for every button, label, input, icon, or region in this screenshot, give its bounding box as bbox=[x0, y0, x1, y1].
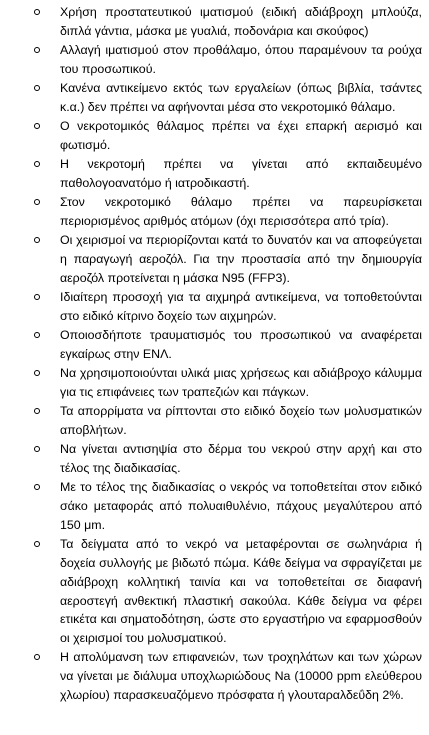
list-item bbox=[32, 288, 422, 326]
list-item-text: Κανένα αντικείμενο εκτός των εργαλείων (όπως βιβλία, τσάντες κ.α.) δεν πρέπει να αφήνονται μέσα στο νεκροτομικό θάλαμο. bbox=[60, 81, 422, 114]
list-item-text: Να χρησιμοποιούνται υλικά μιας χρήσεως και αδιάβροχο κάλυμμα για τις επιφάνειες των τραπεζιών και πάγκων. bbox=[60, 365, 422, 399]
list-item bbox=[32, 478, 422, 535]
list-item-text: Τα δείγματα από το νεκρό να μεταφέρονται σε σωληνάρια ή δοχεία συλλογής με βιδωτό πώμα. Κάθε δείγμα να σφραγίζεται με αδιάβροχη κολλητική ταινία και να τοποθετείται σε διαφανή αεροστεγή ανθεκτική πλαστική σακούλα. Κάθε δείγμα να φέρει ετικέτα και σηματοδότηση, ώστε στο εργαστήριο να εφαρμοσθούν οι χειρισμοί του μολυσματικού. bbox=[60, 536, 422, 646]
list-item-text: Με το τέλος της διαδικασίας ο νεκρός να τοποθετείται στον ειδικό σάκο μεταφοράς από πολυαιθυλένιο, πάχους μεγαλύτερου από 150 μm. bbox=[60, 479, 422, 532]
list-item bbox=[32, 364, 422, 402]
list-item-text: Οι χειρισμοί να περιορίζονται κατά το δυνατόν και να αποφεύγεται η παραγωγή αεροζόλ. Για την προστασία από την δημιουργία αεροζόλ προτείνεται η μάσκα N95 (FFP3). bbox=[60, 233, 422, 285]
list-item bbox=[32, 41, 422, 79]
list-item bbox=[32, 193, 422, 231]
list-item-text: Οποιοσδήποτε τραυματισμός του προσωπικού να αναφέρεται εγκαίρως στην ΕΝΛ. bbox=[60, 327, 422, 361]
list-item bbox=[32, 3, 422, 41]
list-item bbox=[32, 155, 422, 193]
precautions-list bbox=[32, 3, 422, 705]
list-item-text: Αλλαγή ιματισμού στον προθάλαμο, όπου παραμένουν τα ρούχα του προσωπικού. bbox=[60, 43, 422, 76]
list-item bbox=[32, 535, 422, 648]
list-item bbox=[32, 326, 422, 364]
list-item-text: Η απολύμανση των επιφανειών, των τροχηλάτων και των χώρων να γίνεται με διάλυμα υποχλωριώδους Na (10000 ppm ελεύθερου χλωρίου) παρασκευαζόμενο πρόσφατα ή γλουταραλδεΰδη 2%. bbox=[60, 650, 422, 703]
list-item bbox=[32, 231, 422, 288]
list-item-text: Η νεκροτομή πρέπει να γίνεται από εκπαιδευμένο παθολογοανατόμο ή ιατροδικαστή. bbox=[60, 157, 422, 190]
list-item-text: Χρήση προστατευτικού ιματισμού (ειδική αδιάβροχη μπλούζα, διπλά γάντια, μάσκα με γυαλιά, ποδονάρια και σκούφος) bbox=[60, 5, 422, 38]
list-item-text: Στον νεκροτομικό θάλαμο πρέπει να παρευρίσκεται περιορισμένος αριθμός ατόμων (όχι περισσότερα από τρία). bbox=[60, 195, 422, 228]
list-item bbox=[32, 117, 422, 155]
list-item bbox=[32, 79, 422, 117]
list-item-text: Τα απορρίματα να ρίπτονται στο ειδικό δοχείο των μολυσματικών αποβλήτων. bbox=[60, 403, 422, 437]
list-item bbox=[32, 648, 422, 705]
list-item bbox=[32, 402, 422, 440]
list-item-text: Ο νεκροτομικός θάλαμος πρέπει να έχει επαρκή αερισμό και φωτισμό. bbox=[60, 119, 422, 152]
list-item-text: Να γίνεται αντισηψία στο δέρμα του νεκρού στην αρχή και στο τέλος της διαδικασίας. bbox=[60, 441, 422, 475]
list-item bbox=[32, 440, 422, 478]
list-item-text: Ιδιαίτερη προσοχή για τα αιχμηρά αντικείμενα, να τοποθετούνται στο ειδικό κίτρινο δοχείο των αιχμηρών. bbox=[60, 289, 422, 323]
